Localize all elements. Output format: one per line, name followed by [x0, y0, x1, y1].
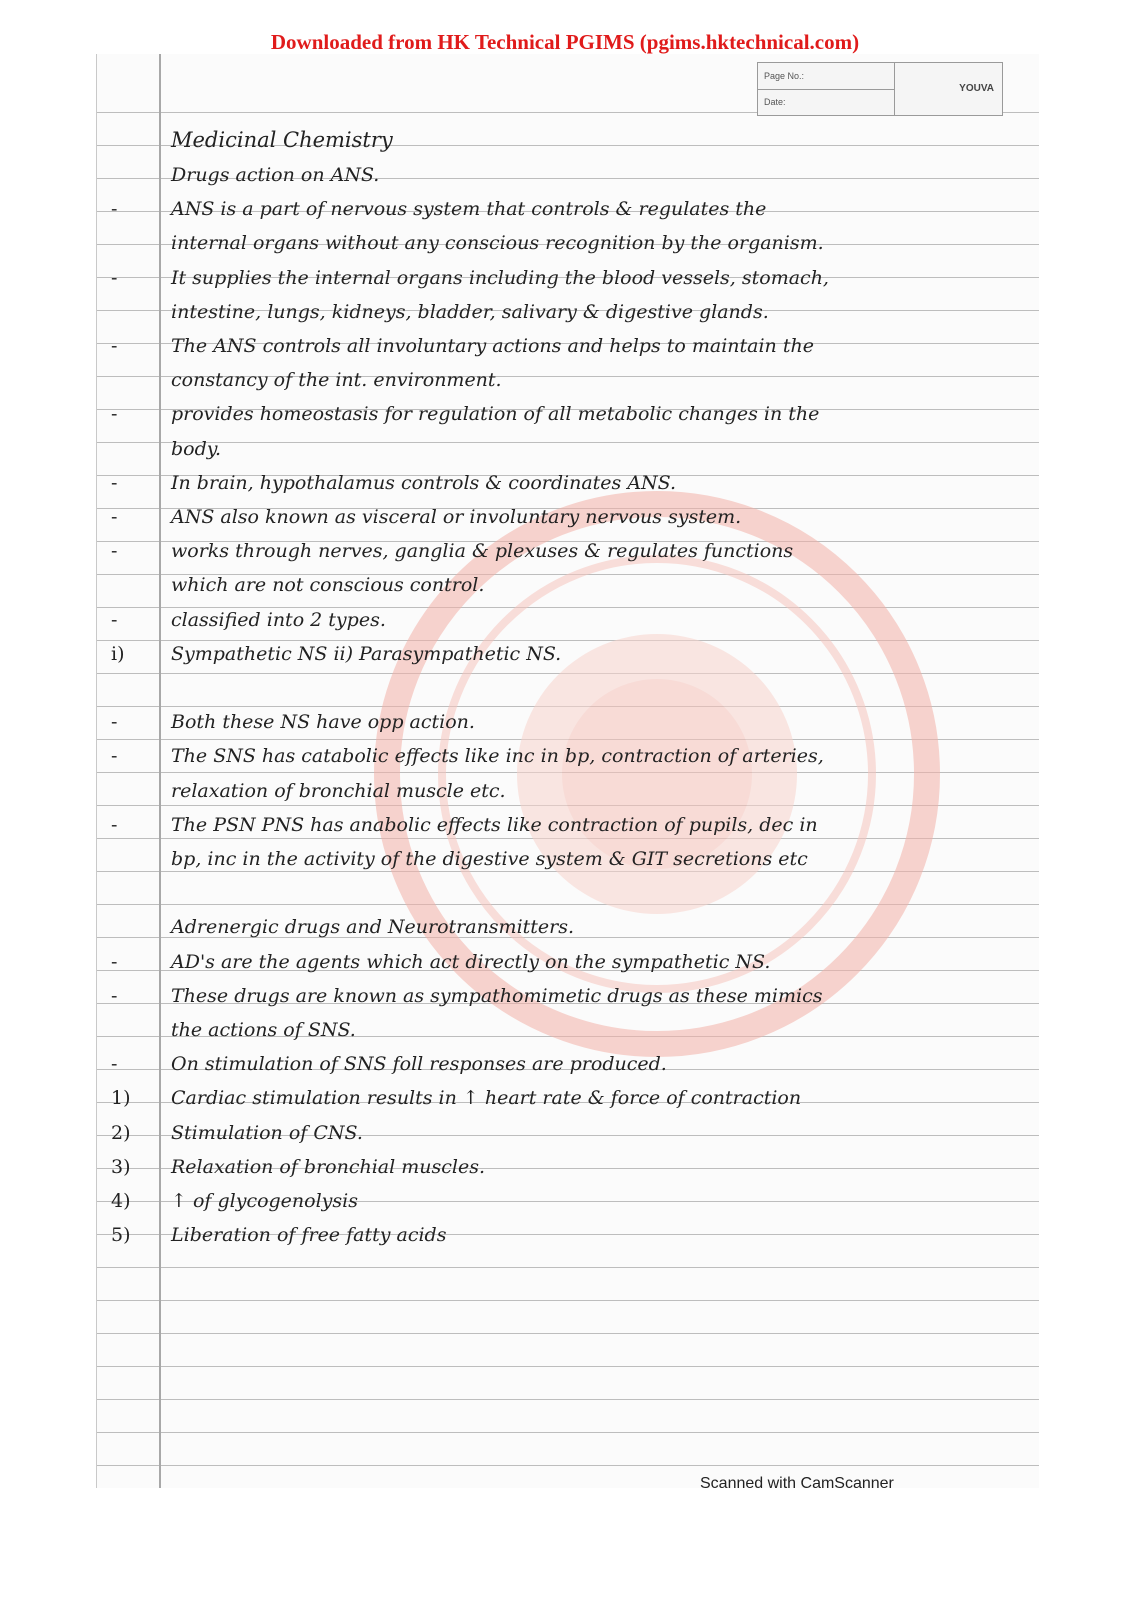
- note-line: [97, 808, 1039, 842]
- note-line: [97, 1218, 1039, 1252]
- note-line: [97, 876, 1039, 910]
- bullet-marker: -: [111, 540, 118, 563]
- note-line: [97, 568, 1039, 602]
- note-line: [97, 910, 1039, 944]
- note-line: [97, 705, 1039, 739]
- note-line: [97, 842, 1039, 876]
- bullet-marker: 1): [111, 1087, 131, 1110]
- page-title: Medicinal Chemistry: [171, 128, 393, 152]
- scanner-footer: Scanned with CamScanner: [700, 1475, 894, 1492]
- bullet-marker: -: [111, 198, 118, 221]
- note-text: Liberation of free fatty acids: [171, 1224, 447, 1247]
- bullet-marker: -: [111, 711, 118, 734]
- note-line: [97, 466, 1039, 500]
- note-text: bp, inc in the activity of the digestive system & GIT secretions etc: [171, 848, 808, 870]
- bullet-marker: -: [111, 984, 118, 1007]
- bullet-marker: 2): [111, 1121, 131, 1144]
- bullet-marker: -: [111, 608, 118, 631]
- note-text: Both these NS have opp action.: [171, 711, 475, 734]
- bullet-marker: -: [111, 745, 118, 768]
- note-line: [97, 1150, 1039, 1184]
- note-line: [97, 192, 1039, 226]
- bullet-marker: -: [111, 266, 118, 289]
- note-line: [97, 774, 1039, 808]
- bullet-marker: -: [111, 403, 118, 426]
- note-line: [97, 1081, 1039, 1115]
- note-line: [97, 1116, 1039, 1150]
- bullet-marker: 5): [111, 1224, 131, 1247]
- notebook-brand: YOUVA: [959, 83, 994, 94]
- note-text: The ANS controls all involuntary actions and helps to maintain the: [171, 335, 814, 357]
- note-line: [97, 1013, 1039, 1047]
- note-line: [97, 603, 1039, 637]
- note-text: intestine, lungs, kidneys, bladder, salivary & digestive glands.: [171, 300, 769, 323]
- note-line: [97, 979, 1039, 1013]
- note-text: classified into 2 types.: [171, 608, 386, 631]
- note-text: which are not conscious control.: [171, 574, 485, 597]
- note-line: [97, 158, 1039, 192]
- note-line: [97, 500, 1039, 534]
- note-text: It supplies the internal organs including the blood vessels, stomach,: [171, 266, 829, 289]
- note-line: [97, 1047, 1039, 1081]
- note-text: Sympathetic NS ii) Parasympathetic NS.: [171, 642, 562, 665]
- note-text: ANS also known as visceral or involuntary nervous system.: [171, 506, 742, 528]
- note-line: [97, 945, 1039, 979]
- note-text: internal organs without any conscious recognition by the organism.: [171, 232, 824, 255]
- page-number-label: Page No.:: [764, 71, 805, 81]
- note-text: Relaxation of bronchial muscles.: [171, 1155, 486, 1178]
- note-text: Stimulation of CNS.: [171, 1121, 363, 1144]
- note-line: [97, 226, 1039, 260]
- bullet-marker: i): [111, 642, 125, 665]
- note-line: [97, 397, 1039, 431]
- note-line: [97, 637, 1039, 671]
- download-banner: Downloaded from HK Technical PGIMS (pgims.hktechnical.com): [270, 30, 860, 54]
- note-text: body.: [171, 437, 222, 460]
- note-text: Adrenergic drugs and Neurotransmitters.: [171, 916, 575, 939]
- note-text: ANS is a part of nervous system that controls & regulates the: [171, 198, 767, 221]
- note-line: [97, 534, 1039, 568]
- note-text: These drugs are known as sympathomimetic drugs as these mimics: [171, 984, 823, 1007]
- note-text: Cardiac stimulation results in ↑ heart rate & force of contraction: [171, 1087, 802, 1110]
- note-line: [97, 671, 1039, 705]
- bullet-marker: -: [111, 506, 118, 528]
- note-text: relaxation of bronchial muscle etc.: [171, 779, 506, 802]
- bullet-marker: -: [111, 471, 118, 494]
- notebook-page: [96, 54, 1039, 1488]
- note-text: The SNS has catabolic effects like inc in bp, contraction of arteries,: [171, 745, 824, 768]
- note-line: [97, 1184, 1039, 1218]
- bullet-marker: 4): [111, 1190, 131, 1212]
- bullet-marker: -: [111, 950, 118, 973]
- note-text: On stimulation of SNS foll responses are produced.: [171, 1053, 667, 1076]
- bullet-marker: -: [111, 1053, 118, 1076]
- note-line: [97, 261, 1039, 295]
- bullet-marker: -: [111, 813, 118, 836]
- note-text: AD's are the agents which act directly on the sympathetic NS.: [171, 950, 771, 973]
- note-text: The PSN PNS has anabolic effects like contraction of pupils, dec in: [171, 813, 818, 836]
- note-text: constancy of the int. environment.: [171, 369, 502, 392]
- note-line: [97, 295, 1039, 329]
- note-line: [97, 432, 1039, 466]
- note-line: [97, 329, 1039, 363]
- note-text: Drugs action on ANS.: [171, 164, 380, 186]
- note-line: [97, 363, 1039, 397]
- date-label: Date:: [764, 97, 786, 107]
- note-text: the actions of SNS.: [171, 1019, 356, 1041]
- note-text: provides homeostasis for regulation of all metabolic changes in the: [171, 403, 820, 426]
- note-line: [97, 739, 1039, 773]
- bullet-marker: 3): [111, 1155, 131, 1178]
- note-text: In brain, hypothalamus controls & coordinates ANS.: [171, 471, 677, 494]
- bullet-marker: -: [111, 335, 118, 357]
- note-text: ↑ of glycogenolysis: [171, 1190, 358, 1212]
- note-text: works through nerves, ganglia & plexuses & regulates functions: [171, 540, 794, 563]
- page-number-box: [757, 62, 1003, 116]
